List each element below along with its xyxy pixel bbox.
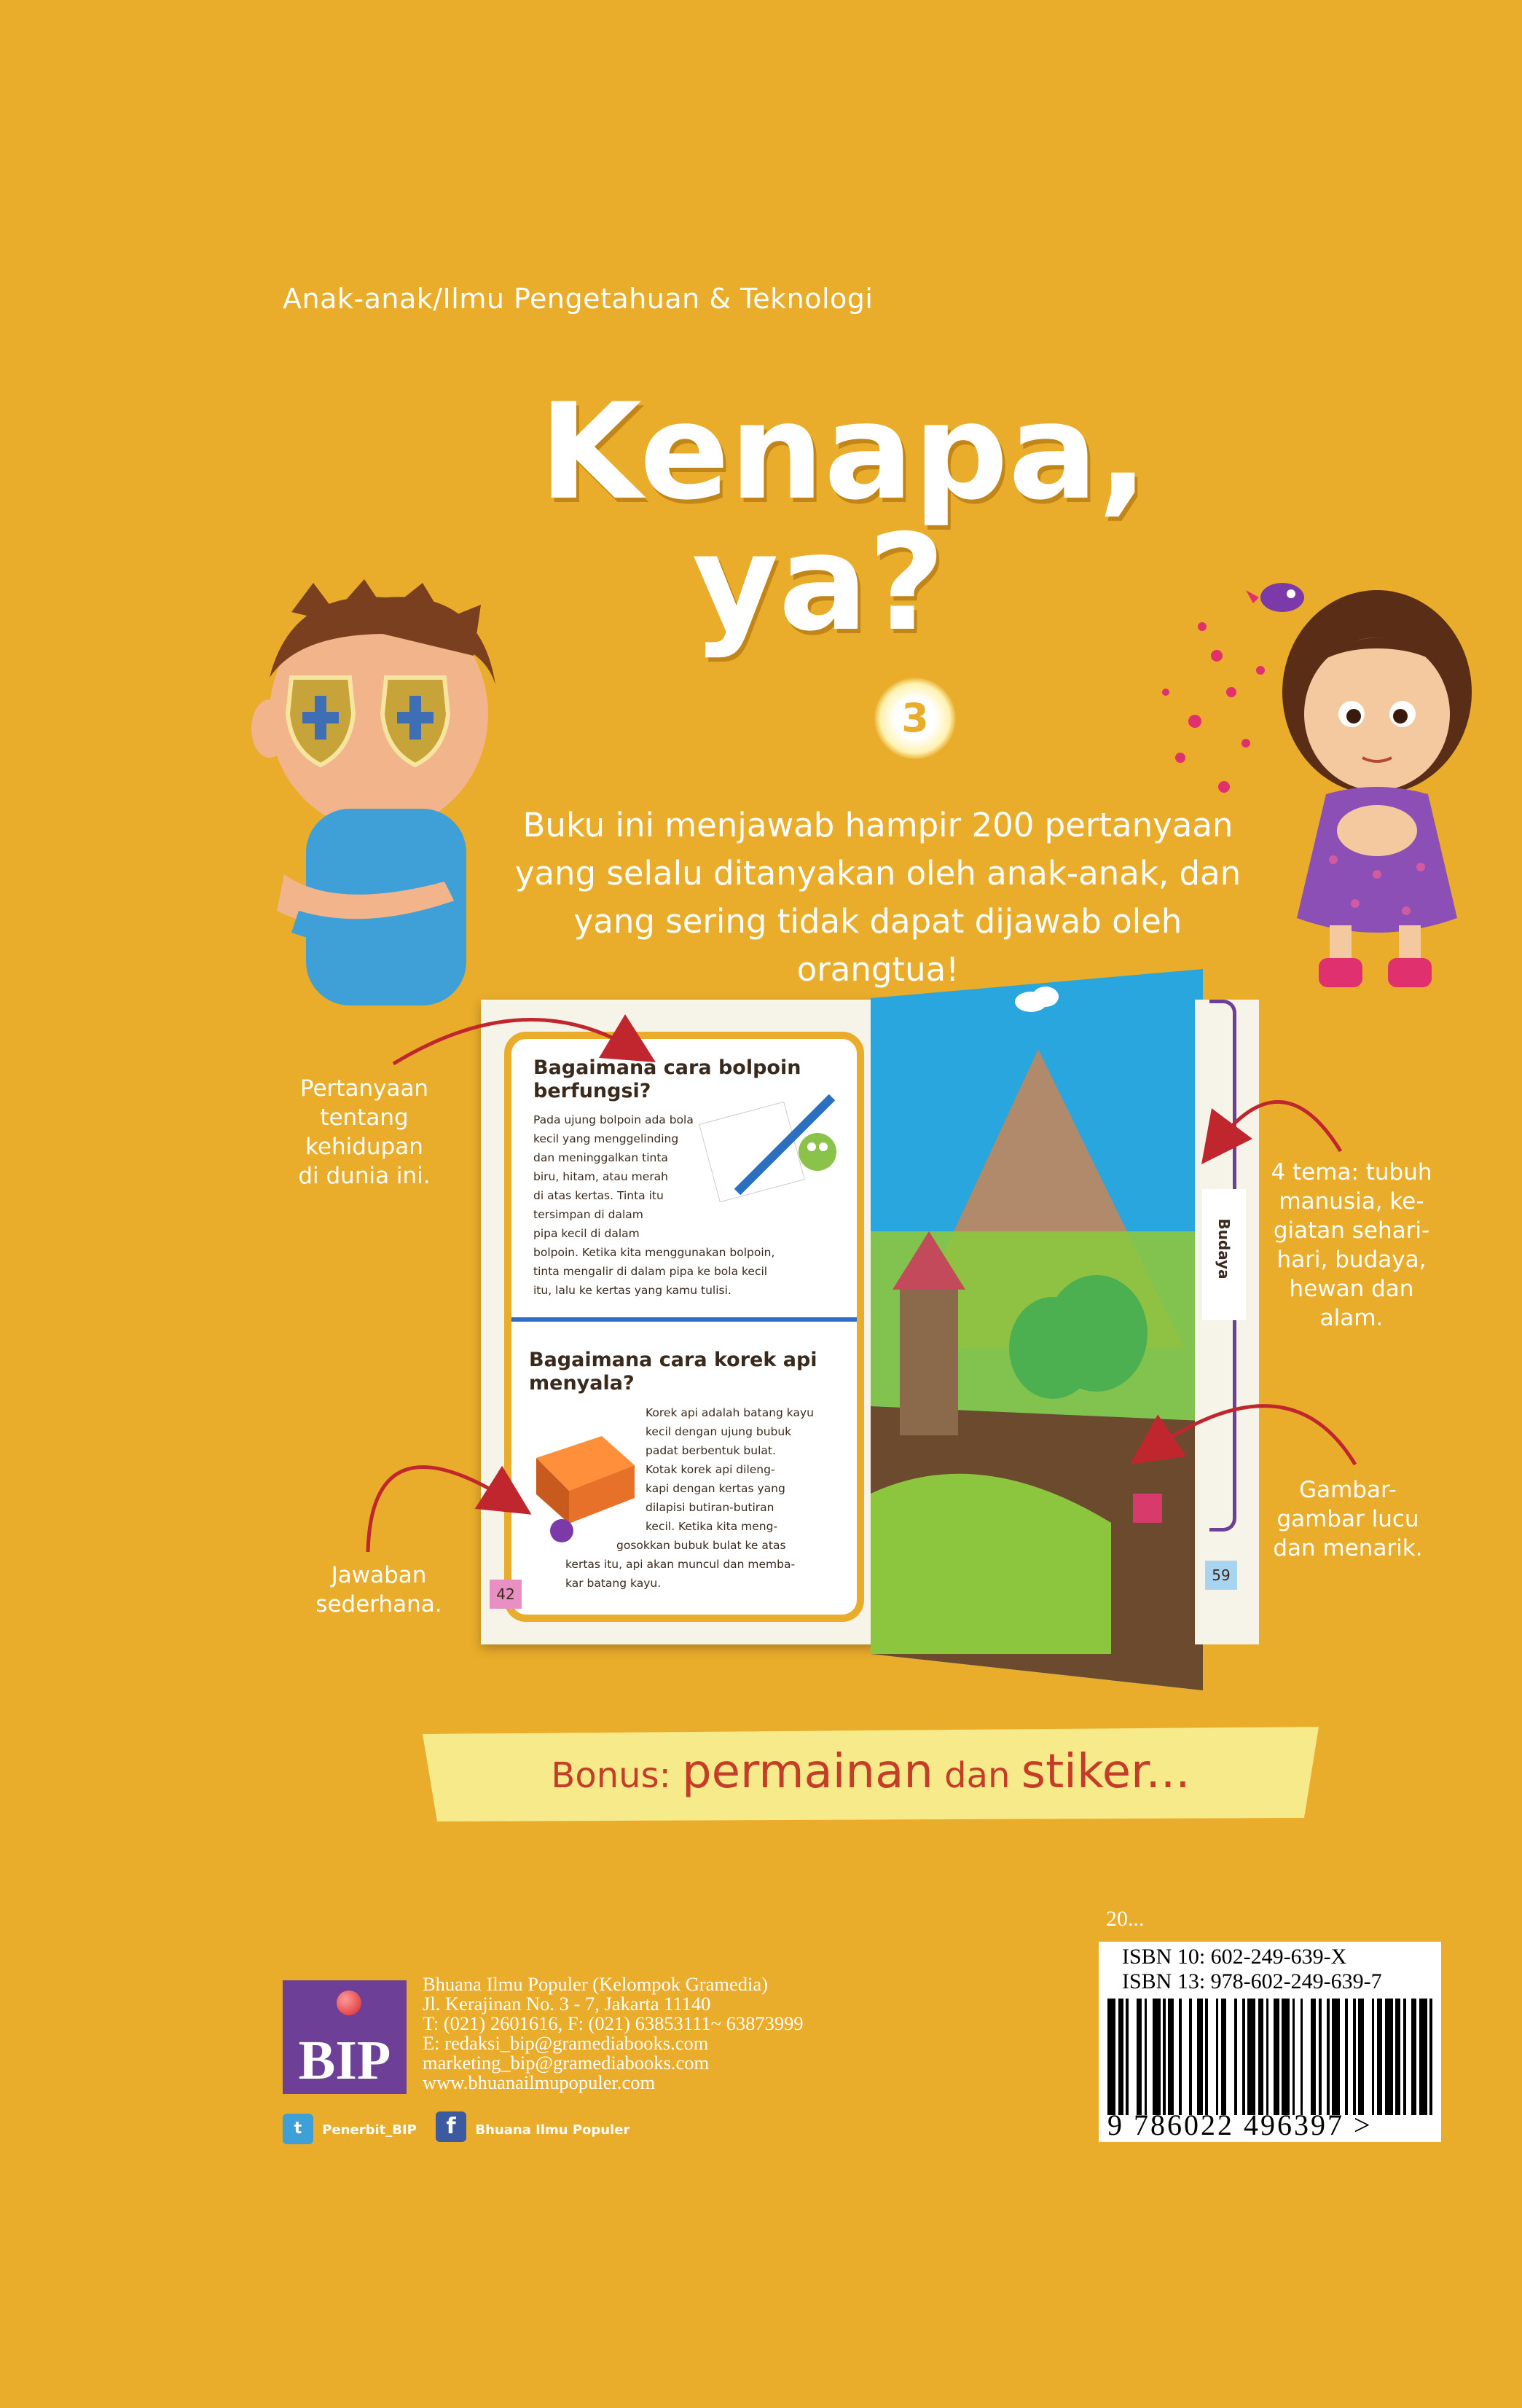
barcode-bar	[1274, 1999, 1279, 2115]
barcode-bar	[1189, 1999, 1192, 2115]
facebook-page[interactable]: Bhuana Ilmu Populer	[475, 2122, 630, 2138]
barcode-bar	[1385, 1999, 1393, 2115]
barcode-bar	[1179, 1999, 1182, 2115]
publisher-line: Jl. Kerajinan No. 3 - 7, Jakarta 11140	[423, 1993, 711, 2015]
barcode-digits: 9 786022 496397 >	[1107, 2109, 1373, 2141]
barcode-bar	[1197, 1999, 1202, 2115]
barcode-bar	[1266, 1999, 1269, 2115]
answer-2-line: kecil dengan ujung bubuk	[646, 1425, 792, 1438]
callout-line: giatan sehari-	[1273, 1217, 1430, 1244]
twitter-icon: t	[283, 2114, 313, 2144]
isbn-13: ISBN 13: 978-602-249-639-7	[1122, 1969, 1382, 1993]
answer-2-line: gosokkan bubuk bulat ke atas	[616, 1539, 786, 1552]
callout-right-bottom	[1268, 1475, 1428, 1563]
publisher-line: Bhuana Ilmu Populer (Kelompok Gramedia)	[423, 1973, 768, 1995]
callout-line: Gambar-	[1299, 1477, 1397, 1503]
answer-1-line: kecil yang menggelinding	[533, 1132, 679, 1145]
barcode-bar	[1221, 1999, 1226, 2115]
callout-line: kehidupan	[305, 1134, 423, 1160]
callout-left-bottom	[306, 1561, 452, 1619]
barcode-bar	[1247, 1999, 1255, 2115]
barcode-bar	[1137, 1999, 1142, 2115]
answer-1-line: Pada ujung bolpoin ada bola	[533, 1113, 694, 1126]
facebook-icon: f	[436, 2111, 466, 2142]
callout-right-top	[1260, 1158, 1443, 1333]
answer-1-line: dan meninggalkan tinta	[533, 1151, 668, 1164]
isbn-10: ISBN 10: 602-249-639-X	[1122, 1945, 1347, 1969]
publisher-line: marketing_bip@gramediabooks.com	[423, 2052, 710, 2074]
callout-line: sederhana.	[315, 1591, 442, 1617]
barcode-bar	[1258, 1999, 1263, 2115]
intro-line-2: yang selalu ditanyakan oleh anak-anak, dan	[514, 854, 1241, 893]
barcode-bar	[1372, 1999, 1375, 2115]
answer-2-line: kecil. Ketika kita meng-	[646, 1520, 778, 1533]
barcode-bar	[1429, 1999, 1432, 2115]
social-links	[283, 2111, 629, 2144]
barcode-bar	[1118, 1999, 1123, 2115]
answer-1-line: di atas kertas. Tinta itu	[533, 1189, 664, 1202]
barcode-box	[1099, 1942, 1441, 2142]
publisher-line: www.bhuanailmupopuler.com	[423, 2071, 656, 2093]
answer-1-line: itu, lalu ke kertas yang kamu tulisi.	[533, 1284, 731, 1297]
barcode-bar	[1395, 1999, 1400, 2115]
publisher-line: E: redaksi_bip@gramediabooks.com	[423, 2032, 709, 2054]
logo-text: BIP	[298, 2030, 391, 2091]
callout-line: dan menarik.	[1273, 1535, 1423, 1561]
callout-line: Jawaban	[331, 1562, 427, 1588]
publisher-info	[423, 1974, 804, 2093]
barcode-bar	[1205, 1999, 1208, 2115]
publisher-line: T: (021) 2601616, F: (021) 63853111~ 63873999	[423, 2012, 804, 2034]
barcode-bar	[1126, 1999, 1129, 2115]
barcode-bar	[1163, 1999, 1166, 2115]
tab-label: Budaya	[1215, 1218, 1233, 1279]
bonus-text	[423, 1745, 1319, 1799]
callout-line: di dunia ini.	[298, 1163, 431, 1189]
barcode-bar	[1419, 1999, 1427, 2115]
answer-1-line: bolpoin. Ketika kita menggunakan bolpoin,	[533, 1246, 775, 1259]
answer-1-line: pipa kecil di dalam	[533, 1227, 640, 1240]
barcode-bar	[1168, 1999, 1173, 2115]
barcode-bar	[1327, 1999, 1330, 2115]
intro-line-1: Buku ini menjawab hampir 200 pertanyaan	[522, 806, 1233, 844]
callout-line: gambar lucu	[1276, 1506, 1419, 1532]
barcode-bar	[1403, 1999, 1406, 2115]
barcode-bar	[1216, 1999, 1219, 2115]
bonus-word-2: stiker...	[1021, 1745, 1190, 1799]
answer-1-line: tersimpan di dalam	[533, 1208, 643, 1221]
callout-line: 4 tema: tubuh	[1271, 1159, 1432, 1185]
answer-2-line: kertas itu, api akan muncul dan memba-	[565, 1558, 796, 1571]
barcode-bar	[1282, 1999, 1290, 2115]
callout-line: tentang	[320, 1105, 409, 1131]
barcode-bar	[1153, 1999, 1161, 2115]
callout-line: manusia, ke-	[1279, 1188, 1424, 1215]
barcode-bar	[1311, 1999, 1316, 2115]
answer-2-line: dilapisi butiran-butiran	[646, 1501, 774, 1514]
barcode-bar	[1234, 1999, 1237, 2115]
title-line-2: ya?	[692, 506, 946, 660]
price-label: 20...	[1106, 1907, 1145, 1931]
left-page-number: 42	[490, 1580, 522, 1609]
callout-line: hari, budaya,	[1276, 1247, 1427, 1273]
barcode-bar	[1242, 1999, 1245, 2115]
category-label: Anak-anak/Ilmu Pengetahuan & Teknologi	[283, 283, 874, 315]
answer-2-line: kar batang kayu.	[565, 1577, 662, 1590]
question-2-line-1: Bagaimana cara korek api	[529, 1349, 817, 1371]
twitter-handle[interactable]: Penerbit_BIP	[322, 2122, 417, 2138]
barcode-bar	[1145, 1999, 1148, 2115]
intro-line-3: yang sering tidak dapat dijawab oleh orangtua!	[573, 902, 1182, 989]
question-1-line-1: Bagaimana cara bolpoin	[533, 1056, 801, 1079]
title-line-1: Kenapa,	[539, 374, 1148, 529]
barcode-bar	[1345, 1999, 1348, 2115]
answer-2-line: Kotak korek api dileng-	[646, 1463, 775, 1476]
barcode-bar	[1292, 1999, 1295, 2115]
volume-badge: 3	[874, 678, 956, 759]
barcode-bar	[1353, 1999, 1356, 2115]
answer-2-line: padat berbentuk bulat.	[646, 1444, 776, 1457]
logo-dot	[337, 1991, 361, 2015]
question-2-line-2: menyala?	[529, 1372, 635, 1395]
bonus-prefix: Bonus:	[551, 1755, 671, 1796]
bonus-connector: dan	[944, 1755, 1011, 1796]
callout-left-top	[291, 1074, 437, 1191]
right-page-number: 59	[1205, 1561, 1237, 1590]
barcode-bar	[1332, 1999, 1340, 2115]
barcode-bar	[1358, 1999, 1363, 2115]
answer-2-line: kapi dengan kertas yang	[646, 1482, 785, 1495]
barcode-bars	[1107, 1999, 1432, 2115]
barcode-bar	[1107, 1999, 1115, 2115]
answer-1-line: tinta mengalir di dalam pipa ke bola kecil	[533, 1265, 768, 1278]
callout-line: hewan dan alam.	[1289, 1276, 1414, 1331]
question-1-line-2: berfungsi?	[533, 1080, 651, 1102]
callout-line: Pertanyaan	[299, 1075, 429, 1102]
barcode-bar	[1301, 1999, 1303, 2115]
bonus-word-1: permainan	[682, 1745, 933, 1799]
answer-2-line: Korek api adalah batang kayu	[646, 1406, 815, 1419]
barcode-bar	[1377, 1999, 1382, 2115]
barcode-bar	[1411, 1999, 1416, 2115]
barcode-bar	[1319, 1999, 1322, 2115]
bip-logo	[283, 1980, 407, 2094]
answer-1-line: biru, hitam, atau merah	[533, 1170, 669, 1183]
